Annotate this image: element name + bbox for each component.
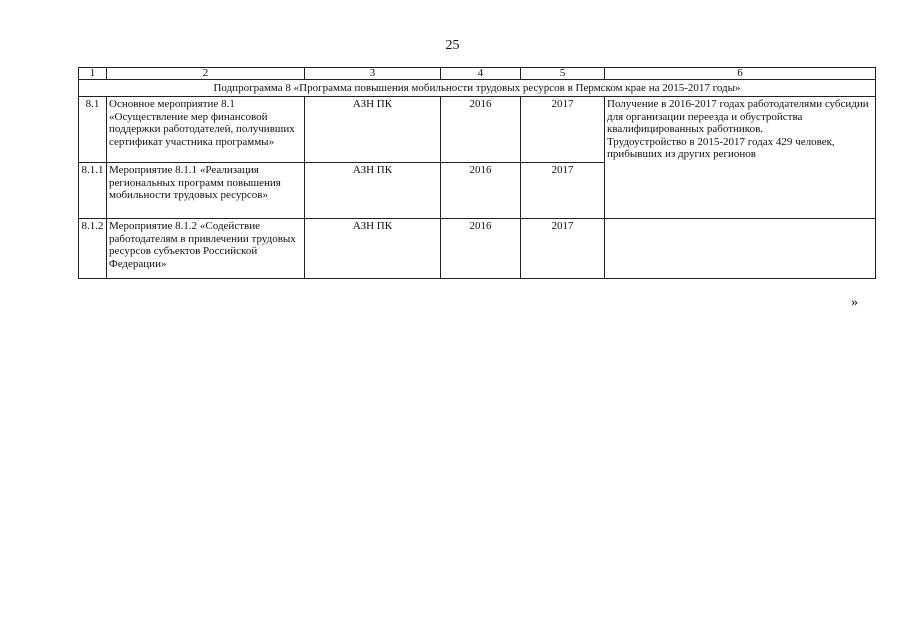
row-end-year: 2017 [521,163,605,219]
header-cell: 4 [441,68,521,80]
table-row [79,219,876,279]
row-start-year: 2016 [441,219,521,279]
row-executor: АЗН ПК [305,97,441,163]
row-executor: АЗН ПК [305,163,441,219]
row-number: 8.1.1 [79,163,107,219]
row-name: Мероприятие 8.1.2 «Содействие работодателям в привлечении трудовых ресурсов субъектов Российской Федерации» [107,219,305,279]
header-cell: 3 [305,68,441,80]
result-cell-empty [605,219,876,279]
header-cell: 2 [107,68,305,80]
closing-quote: » [851,295,858,310]
row-number: 8.1 [79,97,107,163]
subprogram-row [79,80,876,97]
row-name: Мероприятие 8.1.1 «Реализация региональных программ повышения мобильности трудовых ресурсов» [107,163,305,219]
result-text-2: Трудоустройство в 2015-2017 годах 429 человек, прибывших из других регионов [607,135,835,160]
program-table [78,67,876,279]
header-cell: 1 [79,68,107,80]
page-number: 25 [445,38,460,53]
row-end-year: 2017 [521,97,605,163]
row-executor: АЗН ПК [305,219,441,279]
row-end-year: 2017 [521,219,605,279]
row-start-year: 2016 [441,97,521,163]
row-start-year: 2016 [441,163,521,219]
subprogram-title: Подпрограмма 8 «Программа повышения мобильности трудовых ресурсов в Пермском крае на 2015-2017 годы» [79,80,876,97]
header-cell: 6 [605,68,876,80]
result-text-1: Получение в 2016-2017 годах работодателями субсидии для организации переезда и обустройства квалифицированных работников. [607,98,869,135]
table-row [79,97,876,163]
row-name: Основное мероприятие 8.1 «Осуществление мер финансовой поддержки работодателей, получивших сертификат участника программы» [107,97,305,163]
result-cell [605,97,876,219]
header-cell: 5 [521,68,605,80]
row-number: 8.1.2 [79,219,107,279]
table-header-row [79,68,876,80]
